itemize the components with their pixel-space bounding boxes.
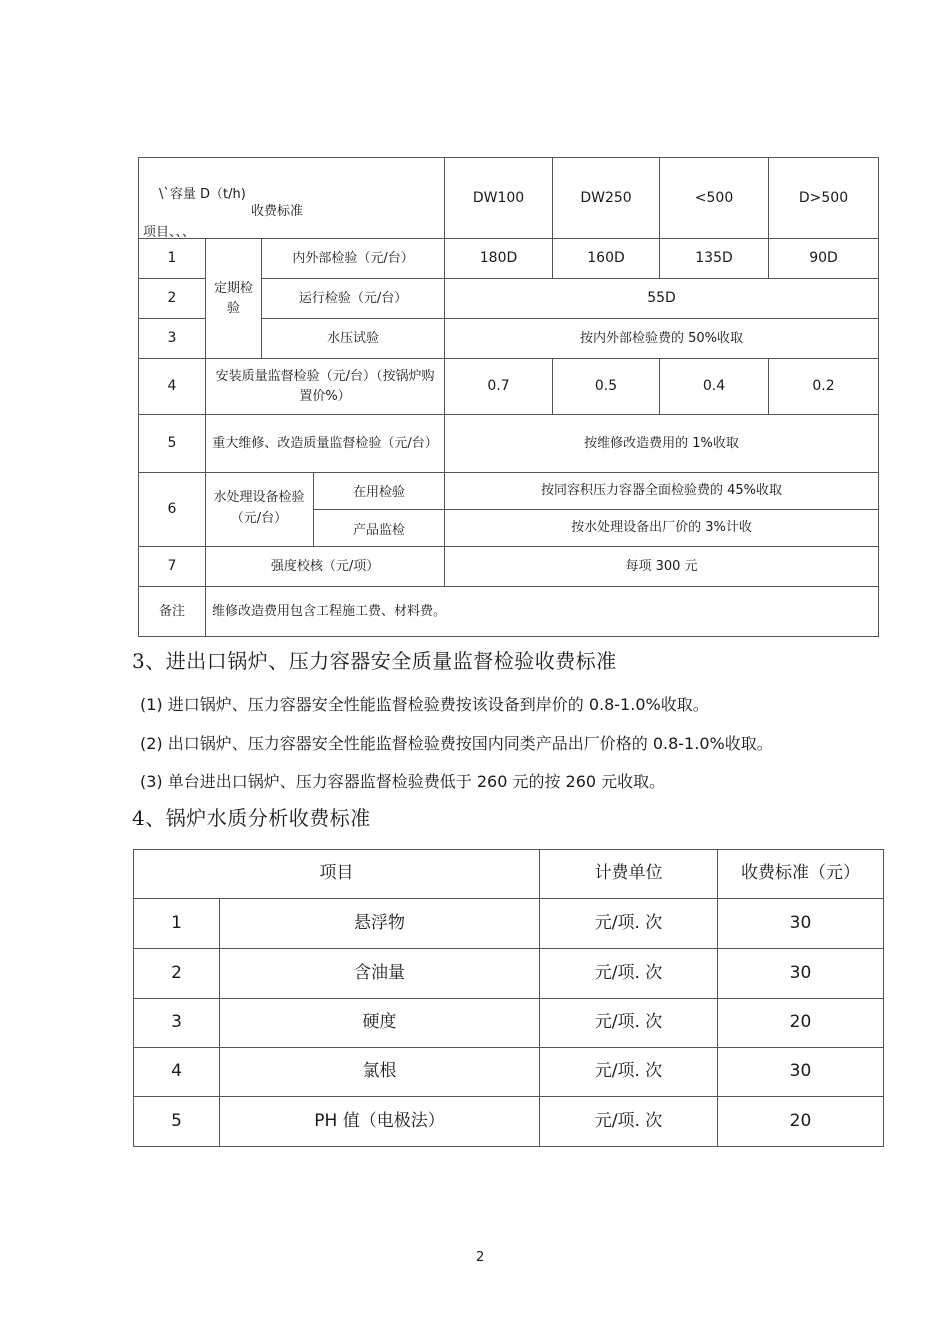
row-label: 运行检验（元/台） xyxy=(262,279,445,319)
col-header: <500 xyxy=(660,158,769,239)
table-row xyxy=(134,899,884,949)
row-label: 水处理设备检验（元/台） xyxy=(205,472,314,546)
note-text: 维修改造费用包含工程施工费、材料费。 xyxy=(206,587,879,637)
row-label: 强度校核（元/项） xyxy=(206,547,445,587)
table-row xyxy=(134,949,884,999)
fee: 20 xyxy=(718,999,884,1048)
cell-value: 0.7 xyxy=(445,359,553,415)
periodic-inspection-label: 定期检验 xyxy=(206,239,262,359)
table-row xyxy=(134,999,884,1048)
cell-value: 按同容积压力容器全面检验费的 45%收取 xyxy=(445,473,879,510)
page-number: 2 xyxy=(476,1250,485,1265)
col-header: 项目 xyxy=(134,850,540,899)
unit: 元/项. 次 xyxy=(540,1097,718,1147)
fee: 30 xyxy=(718,899,884,949)
sub-row-label: 产品监检 xyxy=(352,522,405,538)
cell-value: 0.2 xyxy=(769,359,879,415)
project-header: 项目、、、 xyxy=(143,225,196,240)
item-name: 含油量 xyxy=(220,949,540,999)
table-row xyxy=(134,1048,884,1097)
row-number: 3 xyxy=(139,319,206,359)
section-4-title: 4、锅炉水质分析收费标准 xyxy=(132,806,371,830)
row-number: 5 xyxy=(134,1097,220,1147)
water-treatment-overlay xyxy=(205,472,444,546)
note-label: 备注 xyxy=(139,587,206,637)
row-number: 5 xyxy=(139,415,206,473)
item-name: 悬浮物 xyxy=(220,899,540,949)
row-number: 4 xyxy=(139,359,206,415)
list-item: (2) 出口锅炉、压力容器安全性能监督检验费按国内同类产品出厂价格的 0.8-1.0%收取。 xyxy=(140,734,773,753)
row-number: 1 xyxy=(139,239,206,279)
sub-row-label: 在用检验 xyxy=(314,472,444,510)
row-number: 7 xyxy=(139,547,206,587)
cell-value: 0.4 xyxy=(660,359,769,415)
col-header: 收费标准（元） xyxy=(718,850,884,899)
cell-value: 135D xyxy=(660,239,769,279)
row-number: 1 xyxy=(134,899,220,949)
row-number: 2 xyxy=(134,949,220,999)
row-label: 安装质量监督检验（元/台）（按锅炉购置价%） xyxy=(206,359,445,415)
cell-value: 每项 300 元 xyxy=(445,547,879,587)
cell-value: 180D xyxy=(445,239,553,279)
row-label: 重大维修、改造质量监督检验（元/台） xyxy=(206,415,445,473)
cell-value: 160D xyxy=(553,239,660,279)
unit: 元/项. 次 xyxy=(540,1048,718,1097)
row-number: 3 xyxy=(134,999,220,1048)
col-header: DW100 xyxy=(445,158,553,239)
row-number: 4 xyxy=(134,1048,220,1097)
capacity-header: \`容量 D（t/h) xyxy=(159,187,246,202)
row-number: 6 xyxy=(139,473,206,547)
list-item: (3) 单台进出口锅炉、压力容器监督检验费低于 260 元的按 260 元收取。 xyxy=(140,772,666,791)
table-corner-header xyxy=(139,158,445,239)
unit: 元/项. 次 xyxy=(540,899,718,949)
cell-value: 按内外部检验费的 50%收取 xyxy=(445,319,879,359)
water-quality-fee-table xyxy=(133,849,884,1147)
fee: 20 xyxy=(718,1097,884,1147)
fee-standard-header: 收费标准 xyxy=(251,204,304,219)
row-number: 2 xyxy=(139,279,206,319)
section-3-title: 3、进出口锅炉、压力容器安全质量监督检验收费标准 xyxy=(132,649,617,673)
cell-value: 90D xyxy=(769,239,879,279)
list-item: (1) 进口锅炉、压力容器安全性能监督检验费按该设备到岸价的 0.8-1.0%收取。 xyxy=(140,695,709,714)
row-label: 水压试验 xyxy=(262,319,445,359)
boiler-inspection-fee-table xyxy=(138,157,879,637)
cell-value: 按维修改造费用的 1%收取 xyxy=(445,415,879,473)
item-name: 氯根 xyxy=(220,1048,540,1097)
item-name: PH 值（电极法） xyxy=(220,1097,540,1147)
fee: 30 xyxy=(718,1048,884,1097)
col-header: D>500 xyxy=(769,158,879,239)
cell-value: 55D xyxy=(445,279,879,319)
cell-value: 0.5 xyxy=(553,359,660,415)
row-label: 内外部检验（元/台） xyxy=(262,239,445,279)
unit: 元/项. 次 xyxy=(540,949,718,999)
cell-value: 按水处理设备出厂价的 3%计收 xyxy=(445,510,879,547)
fee: 30 xyxy=(718,949,884,999)
table-row xyxy=(134,1097,884,1147)
unit: 元/项. 次 xyxy=(540,999,718,1048)
col-header: 计费单位 xyxy=(540,850,718,899)
col-header: DW250 xyxy=(553,158,660,239)
item-name: 硬度 xyxy=(220,999,540,1048)
